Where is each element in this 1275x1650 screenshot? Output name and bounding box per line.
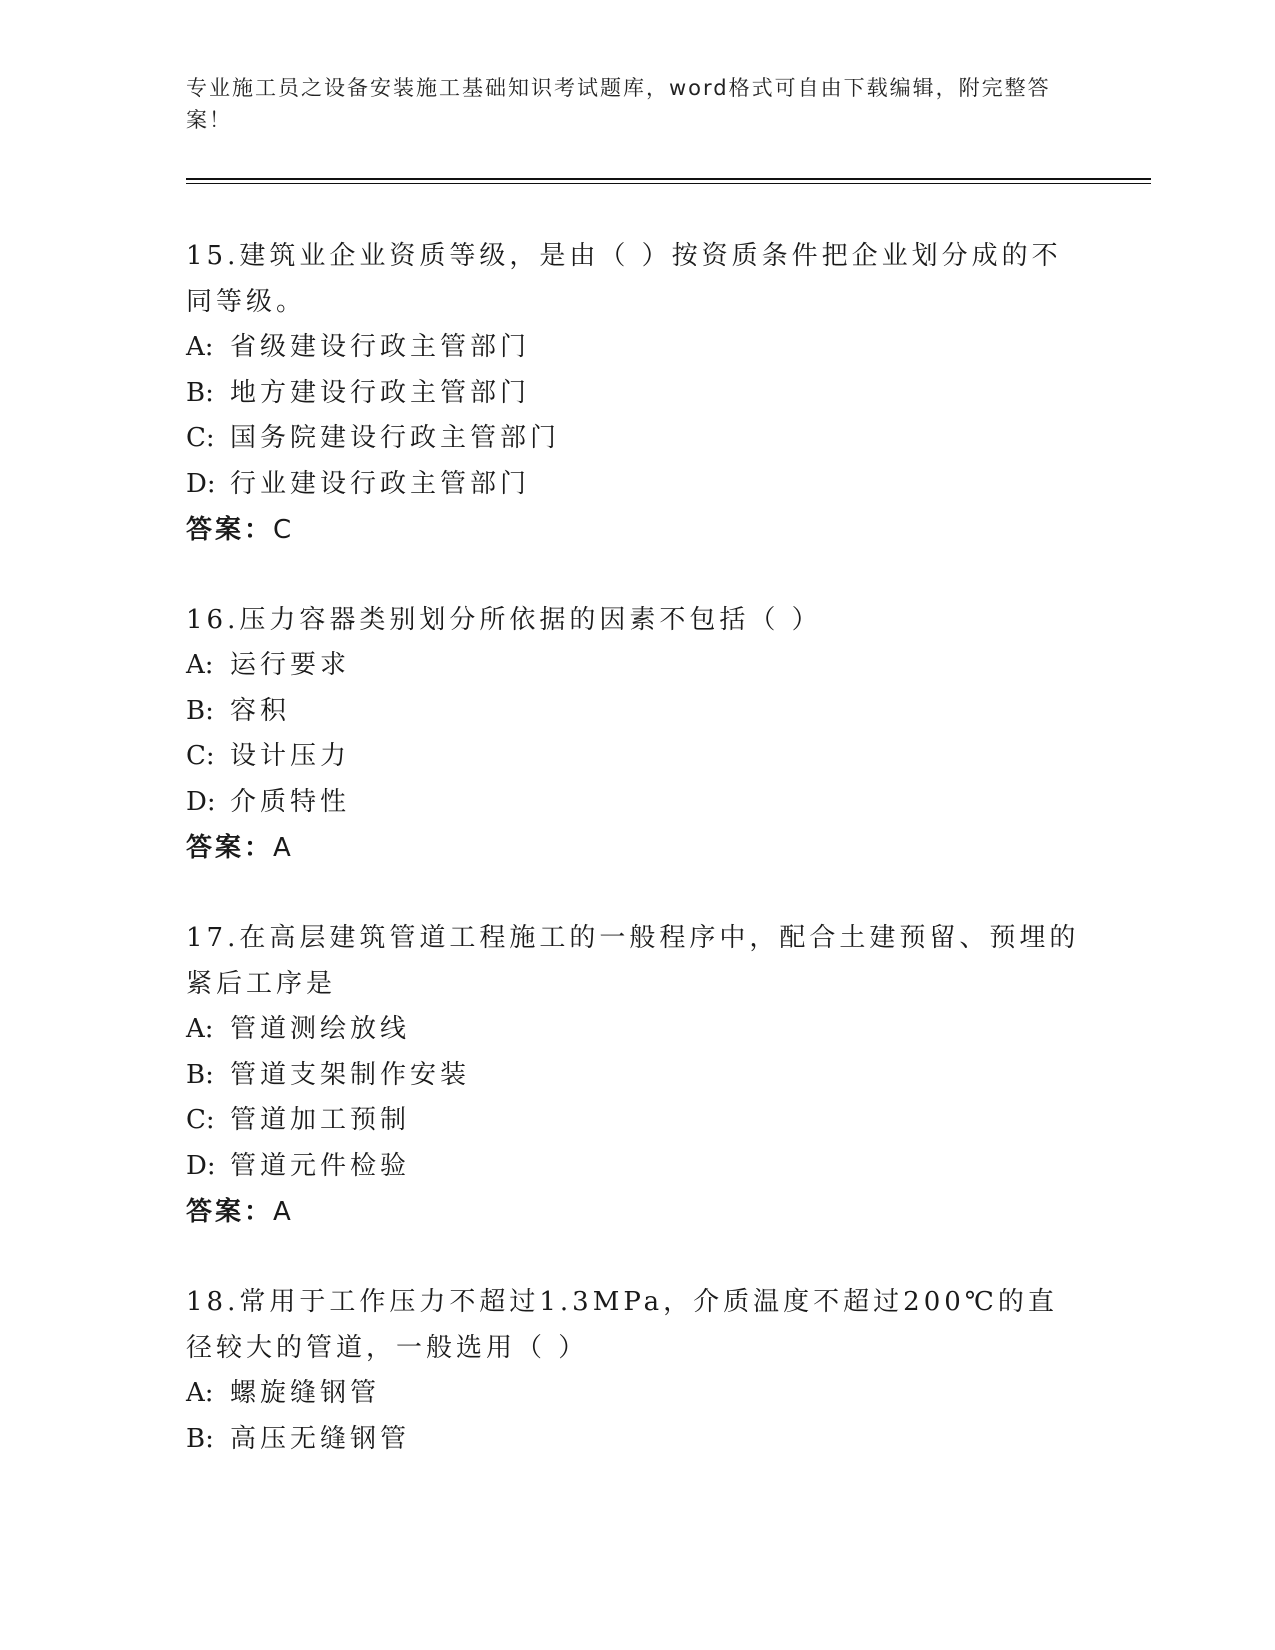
question-stem: 16.压力容器类别划分所依据的因素不包括（ ）	[186, 605, 822, 635]
question-17	[186, 915, 1086, 1235]
question-15	[186, 233, 1086, 553]
option-d	[186, 462, 1086, 508]
answer-line	[186, 1189, 1086, 1235]
option-text: 管道测绘放线	[230, 1014, 411, 1044]
option-letter: B:	[186, 377, 214, 408]
option-a	[186, 325, 1086, 371]
question-list	[186, 233, 1086, 1506]
option-text: 螺旋缝钢管	[230, 1378, 381, 1408]
option-b	[186, 1417, 1086, 1463]
option-a	[186, 643, 1086, 689]
answer-line	[186, 825, 1086, 871]
option-a	[186, 1371, 1086, 1417]
document-header: 专业施工员之设备安装施工基础知识考试题库，word格式可自由下载编辑，附完整答案！	[186, 76, 1051, 132]
option-letter: A:	[186, 332, 214, 362]
option-letter: D:	[186, 1150, 216, 1181]
option-letter: A:	[186, 1014, 214, 1044]
header-rule-thick	[186, 178, 1151, 180]
answer-line	[186, 507, 1086, 553]
answer-label: 答案：	[186, 515, 274, 545]
option-letter: D:	[186, 786, 216, 817]
answer-label: 答案：	[186, 1197, 274, 1227]
question-stem: 15.建筑业企业资质等级，是由（ ）按资质条件把企业划分成的不同等级。	[186, 241, 1062, 317]
option-letter: C:	[186, 1105, 215, 1135]
option-text: 介质特性	[230, 786, 351, 817]
header-rule-thin	[186, 183, 1151, 184]
option-letter: C:	[186, 423, 215, 453]
option-text: 设计压力	[230, 741, 351, 771]
option-c	[186, 416, 1086, 462]
option-text: 运行要求	[230, 650, 351, 680]
option-b	[186, 1053, 1086, 1099]
option-text: 高压无缝钢管	[230, 1423, 411, 1454]
question-18	[186, 1279, 1086, 1462]
option-a	[186, 1007, 1086, 1053]
option-c	[186, 734, 1086, 780]
option-text: 省级建设行政主管部门	[230, 332, 531, 362]
option-c	[186, 1098, 1086, 1144]
answer-value: A	[273, 833, 294, 863]
option-text: 容积	[230, 695, 291, 726]
question-stem: 17.在高层建筑管道工程施工的一般程序中，配合土建预留、预埋的紧后工序是	[186, 923, 1080, 999]
option-letter: D:	[186, 468, 216, 499]
option-letter: C:	[186, 741, 215, 771]
option-text: 国务院建设行政主管部门	[230, 423, 561, 453]
option-letter: A:	[186, 1378, 214, 1408]
answer-value: C	[273, 515, 295, 545]
option-text: 管道加工预制	[230, 1105, 411, 1135]
option-d	[186, 1144, 1086, 1190]
option-d	[186, 780, 1086, 826]
option-b	[186, 689, 1086, 735]
answer-value: A	[273, 1197, 294, 1227]
option-text: 管道元件检验	[230, 1150, 411, 1181]
option-letter: B:	[186, 695, 214, 726]
question-16	[186, 597, 1086, 871]
option-b	[186, 371, 1086, 417]
answer-label: 答案：	[186, 833, 274, 863]
option-text: 行业建设行政主管部门	[230, 468, 531, 499]
option-letter: B:	[186, 1059, 214, 1090]
question-stem: 18.常用于工作压力不超过1.3MPa，介质温度不超过200℃的直径较大的管道，一般选用（ ）	[186, 1287, 1058, 1363]
option-letter: B:	[186, 1423, 214, 1454]
option-text: 管道支架制作安装	[230, 1059, 471, 1090]
option-letter: A:	[186, 650, 214, 680]
option-text: 地方建设行政主管部门	[230, 377, 531, 408]
